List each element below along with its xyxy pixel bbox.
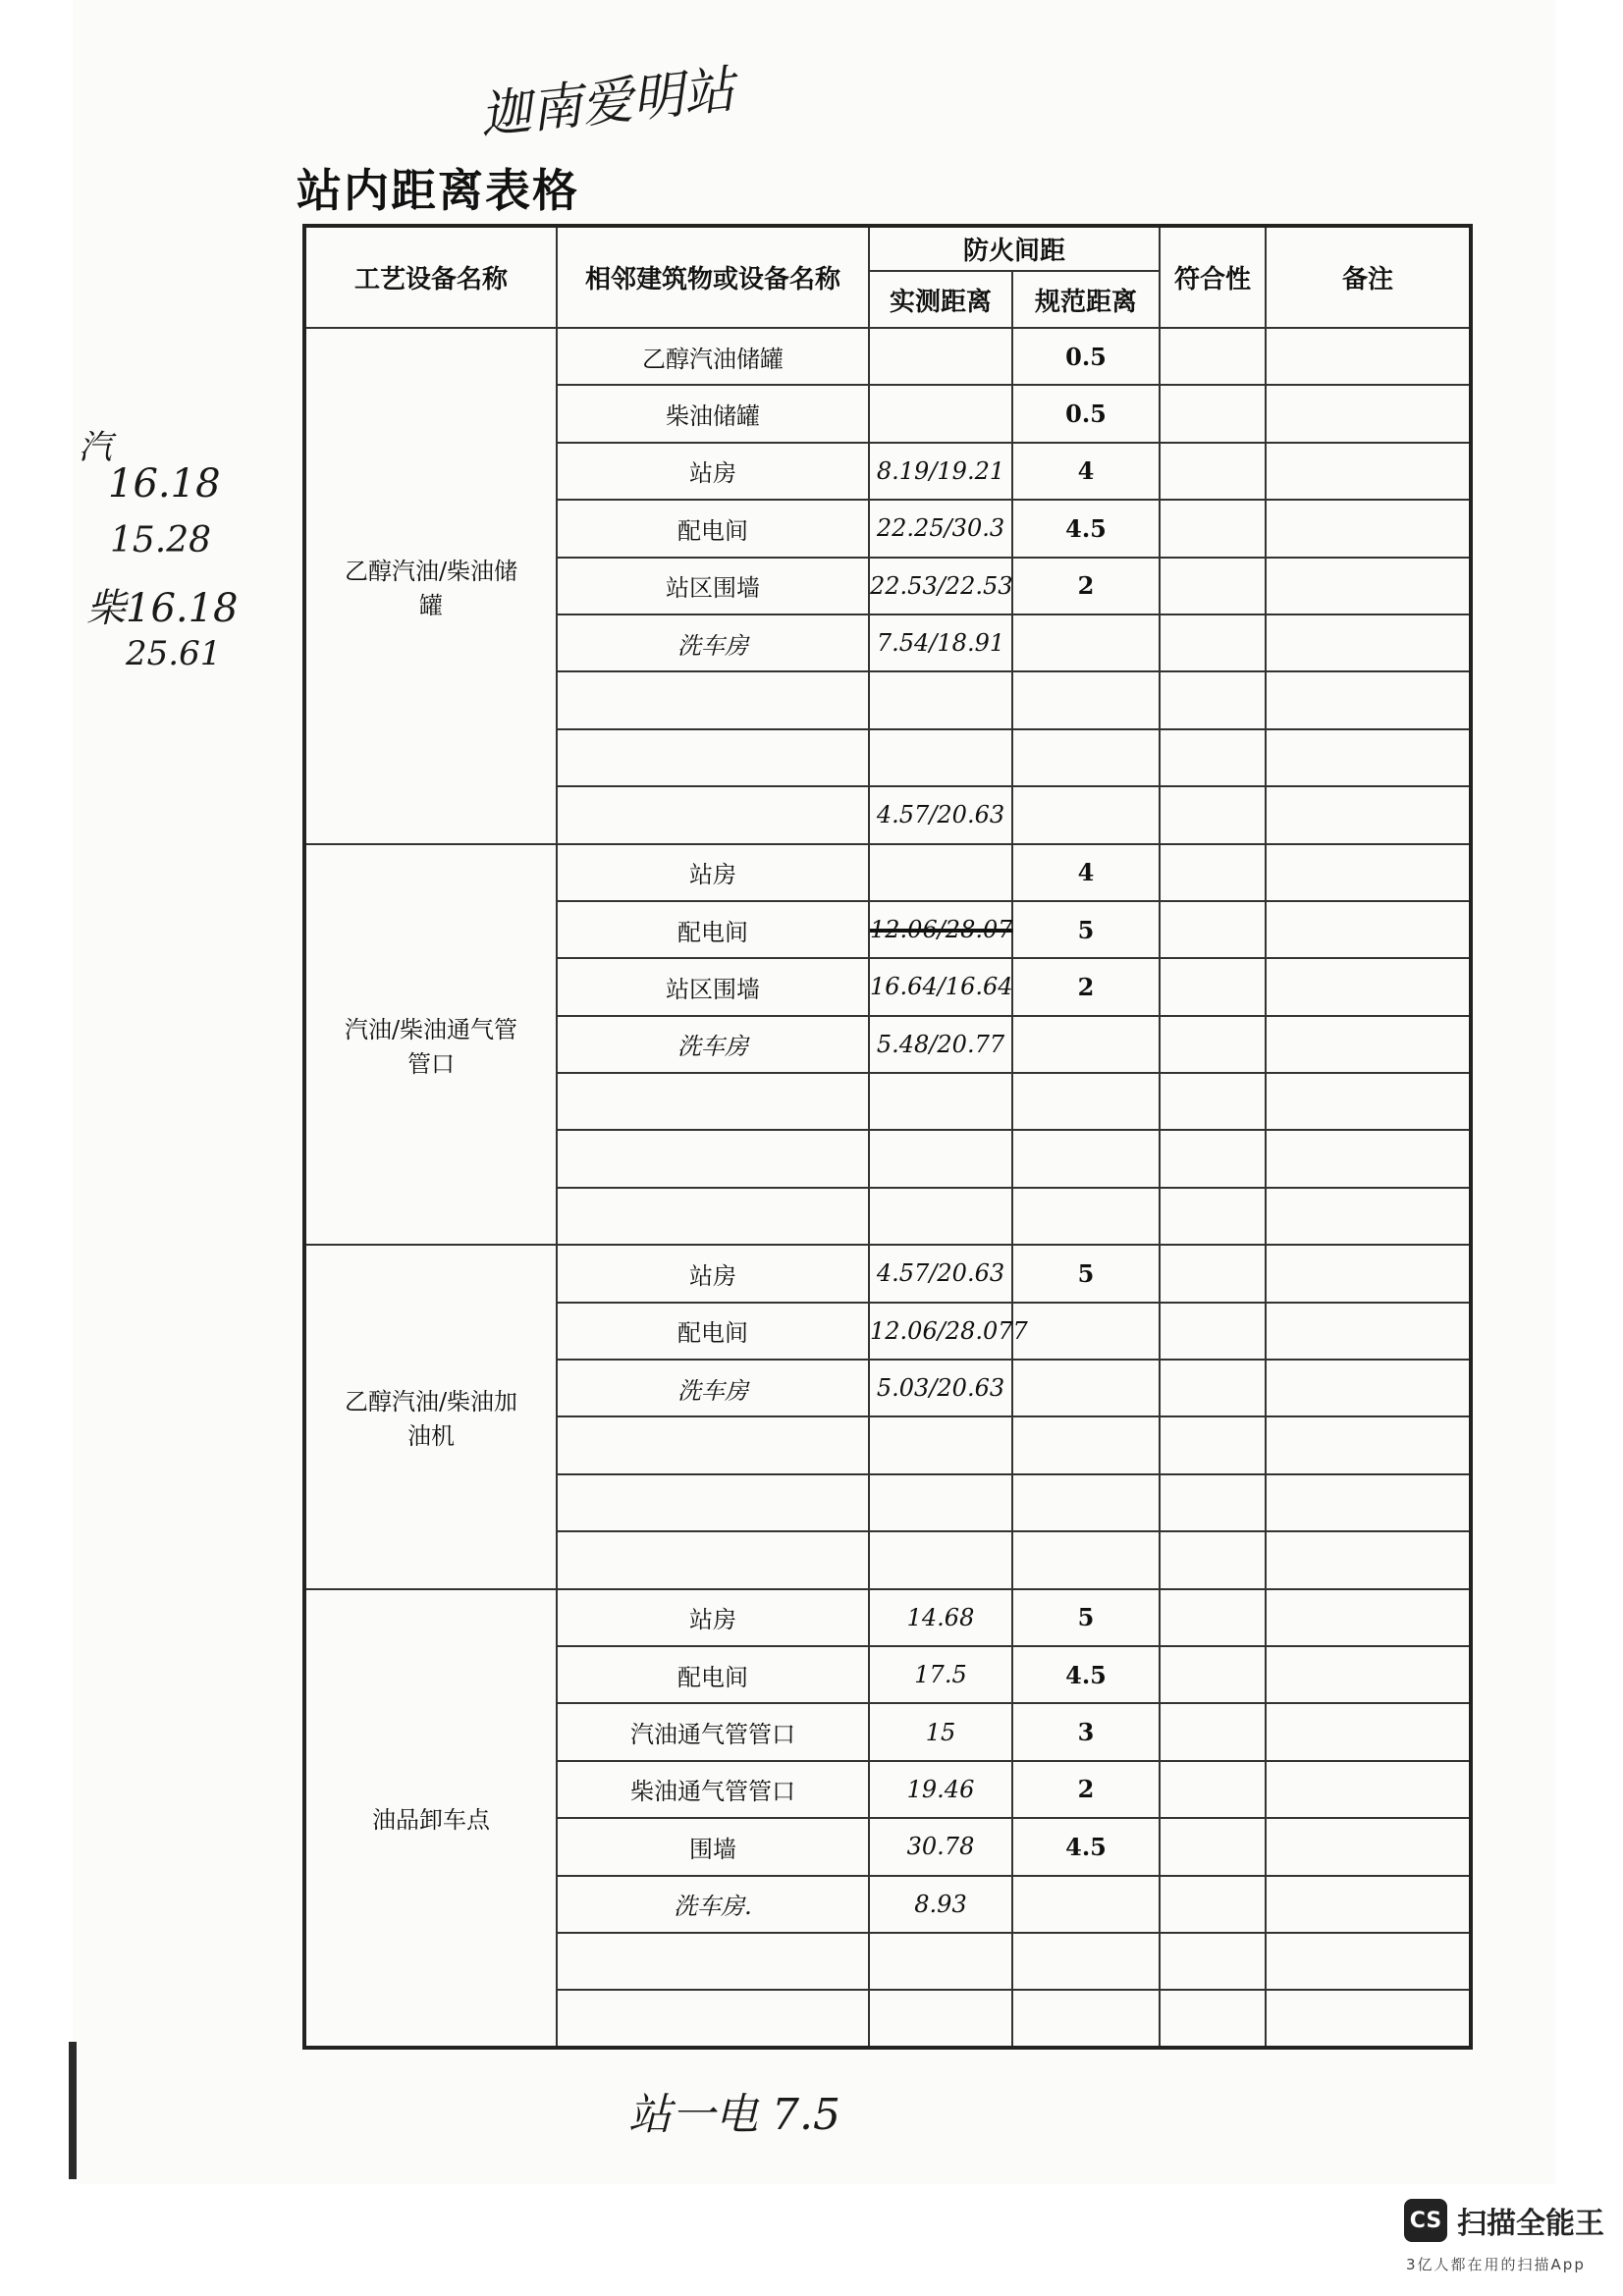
equipment-name: 油品卸车点 xyxy=(304,1589,557,2048)
measured-distance xyxy=(869,1073,1012,1130)
adjacent-name: 柴油通气管管口 xyxy=(557,1761,869,1818)
remarks-cell xyxy=(1266,1531,1471,1588)
measured-distance: 14.68 xyxy=(869,1589,1012,1646)
compliance-cell xyxy=(1160,1818,1266,1875)
watermark-tagline: 3亿人都在用的扫描App xyxy=(1406,2256,1586,2273)
remarks-cell xyxy=(1266,671,1471,728)
measured-distance: 17.5 xyxy=(869,1646,1012,1703)
remarks-cell xyxy=(1266,1474,1471,1531)
measured-distance: 22.25/30.3 xyxy=(869,500,1012,557)
adjacent-name xyxy=(557,671,869,728)
standard-distance: 2 xyxy=(1012,558,1160,614)
standard-distance xyxy=(1012,1016,1160,1073)
compliance-cell xyxy=(1160,1303,1266,1360)
measured-distance xyxy=(869,1933,1012,1990)
adjacent-name xyxy=(557,1933,869,1990)
adjacent-name xyxy=(557,1188,869,1245)
header-remarks: 备注 xyxy=(1266,226,1471,328)
measured-distance xyxy=(869,1531,1012,1588)
standard-distance: 5 xyxy=(1012,1589,1160,1646)
compliance-cell xyxy=(1160,1761,1266,1818)
remarks-cell xyxy=(1266,786,1471,843)
standard-distance xyxy=(1012,1360,1160,1416)
adjacent-name xyxy=(557,1474,869,1531)
standard-distance: 4 xyxy=(1012,844,1160,901)
standard-distance xyxy=(1012,1303,1160,1360)
adjacent-name: 汽油通气管管口 xyxy=(557,1703,869,1760)
watermark-name: 扫描全能王 xyxy=(1457,2207,1604,2241)
adjacent-name: 洗车房. xyxy=(557,1876,869,1933)
handwritten-station-name: 迦南爱明站 xyxy=(477,60,738,146)
compliance-cell xyxy=(1160,729,1266,786)
equipment-name: 乙醇汽油/柴油储罐 xyxy=(304,328,557,844)
measured-distance: 19.46 xyxy=(869,1761,1012,1818)
remarks-cell xyxy=(1266,385,1471,442)
measured-distance: 8.93 xyxy=(869,1876,1012,1933)
compliance-cell xyxy=(1160,958,1266,1015)
measured-distance: 30.78 xyxy=(869,1818,1012,1875)
measured-distance xyxy=(869,328,1012,385)
compliance-cell xyxy=(1160,328,1266,385)
scanner-watermark xyxy=(1404,2199,1604,2242)
standard-distance xyxy=(1012,786,1160,843)
adjacent-name: 站房 xyxy=(557,1589,869,1646)
adjacent-name: 洗车房 xyxy=(557,1360,869,1416)
measured-distance: 16.64/16.64 xyxy=(869,958,1012,1015)
measured-distance xyxy=(869,844,1012,901)
remarks-cell xyxy=(1266,1188,1471,1245)
compliance-cell xyxy=(1160,500,1266,557)
measured-distance: 5.03/20.63 xyxy=(869,1360,1012,1416)
standard-distance xyxy=(1012,671,1160,728)
adjacent-name: 乙醇汽油储罐 xyxy=(557,328,869,385)
remarks-cell xyxy=(1266,1416,1471,1473)
measured-distance xyxy=(869,1416,1012,1473)
remarks-cell xyxy=(1266,500,1471,557)
standard-distance: 2 xyxy=(1012,958,1160,1015)
standard-distance: 2 xyxy=(1012,1761,1160,1818)
remarks-cell xyxy=(1266,328,1471,385)
compliance-cell xyxy=(1160,385,1266,442)
table-row xyxy=(304,1245,1471,1302)
standard-distance xyxy=(1012,1416,1160,1473)
header-adjacent: 相邻建筑物或设备名称 xyxy=(557,226,869,328)
margin-note: 汽 xyxy=(79,428,112,467)
remarks-cell xyxy=(1266,1589,1471,1646)
adjacent-name: 站区围墙 xyxy=(557,558,869,614)
cs-logo-icon: CS xyxy=(1404,2199,1447,2242)
remarks-cell xyxy=(1266,614,1471,671)
standard-distance xyxy=(1012,1531,1160,1588)
remarks-cell xyxy=(1266,1130,1471,1187)
margin-note: 柴16.18 xyxy=(86,586,239,631)
header-equipment: 工艺设备名称 xyxy=(304,226,557,328)
standard-distance: 3 xyxy=(1012,1703,1160,1760)
remarks-cell xyxy=(1266,1646,1471,1703)
standard-distance xyxy=(1012,1474,1160,1531)
measured-distance: 4.57/20.63 xyxy=(869,1245,1012,1302)
measured-distance: 12.06/28.07 xyxy=(869,901,1012,958)
adjacent-name xyxy=(557,786,869,843)
equipment-name: 乙醇汽油/柴油加油机 xyxy=(304,1245,557,1588)
compliance-cell xyxy=(1160,786,1266,843)
remarks-cell xyxy=(1266,1703,1471,1760)
measured-distance xyxy=(869,1188,1012,1245)
remarks-cell xyxy=(1266,1990,1471,2048)
page-title: 站内距离表格 xyxy=(297,164,579,217)
standard-distance xyxy=(1012,1130,1160,1187)
remarks-cell xyxy=(1266,443,1471,500)
compliance-cell xyxy=(1160,671,1266,728)
adjacent-name: 站房 xyxy=(557,844,869,901)
adjacent-name xyxy=(557,1130,869,1187)
standard-distance: 4.5 xyxy=(1012,1818,1160,1875)
compliance-cell xyxy=(1160,901,1266,958)
compliance-cell xyxy=(1160,1933,1266,1990)
compliance-cell xyxy=(1160,1016,1266,1073)
standard-distance xyxy=(1012,1073,1160,1130)
adjacent-name: 洗车房 xyxy=(557,614,869,671)
measured-distance xyxy=(869,729,1012,786)
table-row xyxy=(304,844,1471,901)
standard-distance xyxy=(1012,729,1160,786)
compliance-cell xyxy=(1160,1646,1266,1703)
compliance-cell xyxy=(1160,1245,1266,1302)
adjacent-name: 配电间 xyxy=(557,500,869,557)
compliance-cell xyxy=(1160,1876,1266,1933)
table-row xyxy=(304,1589,1471,1646)
compliance-cell xyxy=(1160,1474,1266,1531)
compliance-cell xyxy=(1160,614,1266,671)
standard-distance xyxy=(1012,1188,1160,1245)
remarks-cell xyxy=(1266,1073,1471,1130)
measured-distance: 15 xyxy=(869,1703,1012,1760)
margin-note: 16.18 xyxy=(108,461,221,507)
compliance-cell xyxy=(1160,1531,1266,1588)
standard-distance: 4.5 xyxy=(1012,1646,1160,1703)
header-measured: 实测距离 xyxy=(869,271,1012,328)
measured-distance xyxy=(869,1990,1012,2048)
compliance-cell xyxy=(1160,1130,1266,1187)
measured-distance: 8.19/19.21 xyxy=(869,443,1012,500)
compliance-cell xyxy=(1160,1188,1266,1245)
standard-distance: 4 xyxy=(1012,443,1160,500)
standard-distance: 5 xyxy=(1012,1245,1160,1302)
remarks-cell xyxy=(1266,1933,1471,1990)
standard-distance xyxy=(1012,1876,1160,1933)
margin-note: 15.28 xyxy=(110,520,212,561)
remarks-cell xyxy=(1266,1245,1471,1302)
adjacent-name xyxy=(557,1073,869,1130)
measured-distance: 22.53/22.53 xyxy=(869,558,1012,614)
measured-distance: 12.06/28.077 xyxy=(869,1303,1012,1360)
remarks-cell xyxy=(1266,1303,1471,1360)
standard-distance: 5 xyxy=(1012,901,1160,958)
header-fire-distance: 防火间距 xyxy=(869,226,1160,271)
remarks-cell xyxy=(1266,901,1471,958)
table-row xyxy=(304,328,1471,385)
compliance-cell xyxy=(1160,443,1266,500)
adjacent-name xyxy=(557,1531,869,1588)
header-compliance: 符合性 xyxy=(1160,226,1266,328)
remarks-cell xyxy=(1266,1360,1471,1416)
compliance-cell xyxy=(1160,1990,1266,2048)
standard-distance: 0.5 xyxy=(1012,385,1160,442)
adjacent-name: 柴油储罐 xyxy=(557,385,869,442)
adjacent-name: 站房 xyxy=(557,443,869,500)
measured-distance xyxy=(869,1130,1012,1187)
remarks-cell xyxy=(1266,558,1471,614)
remarks-cell xyxy=(1266,958,1471,1015)
compliance-cell xyxy=(1160,1073,1266,1130)
measured-distance: 7.54/18.91 xyxy=(869,614,1012,671)
remarks-cell xyxy=(1266,1016,1471,1073)
standard-distance xyxy=(1012,614,1160,671)
adjacent-name xyxy=(557,729,869,786)
standard-distance xyxy=(1012,1990,1160,2048)
compliance-cell xyxy=(1160,558,1266,614)
compliance-cell xyxy=(1160,844,1266,901)
measured-distance xyxy=(869,671,1012,728)
distance-table xyxy=(302,224,1473,2050)
standard-distance: 0.5 xyxy=(1012,328,1160,385)
standard-distance: 4.5 xyxy=(1012,500,1160,557)
remarks-cell xyxy=(1266,1761,1471,1818)
standard-distance xyxy=(1012,1933,1160,1990)
remarks-cell xyxy=(1266,729,1471,786)
compliance-cell xyxy=(1160,1360,1266,1416)
compliance-cell xyxy=(1160,1703,1266,1760)
remarks-cell xyxy=(1266,844,1471,901)
measured-distance xyxy=(869,1474,1012,1531)
adjacent-name: 围墙 xyxy=(557,1818,869,1875)
adjacent-name xyxy=(557,1990,869,2048)
adjacent-name: 配电间 xyxy=(557,1303,869,1360)
adjacent-name: 站房 xyxy=(557,1245,869,1302)
remarks-cell xyxy=(1266,1876,1471,1933)
header-standard: 规范距离 xyxy=(1012,271,1160,328)
scan-edge-shadow xyxy=(69,2042,77,2179)
compliance-cell xyxy=(1160,1416,1266,1473)
adjacent-name: 配电间 xyxy=(557,901,869,958)
adjacent-name: 配电间 xyxy=(557,1646,869,1703)
adjacent-name: 站区围墙 xyxy=(557,958,869,1015)
adjacent-name: 洗车房 xyxy=(557,1016,869,1073)
measured-distance: 4.57/20.63 xyxy=(869,786,1012,843)
adjacent-name xyxy=(557,1416,869,1473)
compliance-cell xyxy=(1160,1589,1266,1646)
measured-distance: 5.48/20.77 xyxy=(869,1016,1012,1073)
remarks-cell xyxy=(1266,1818,1471,1875)
margin-note: 25.61 xyxy=(126,634,222,673)
measured-distance xyxy=(869,385,1012,442)
footer-handwritten-note: 站一电 7.5 xyxy=(628,2090,840,2140)
equipment-name: 汽油/柴油通气管管口 xyxy=(304,844,557,1246)
